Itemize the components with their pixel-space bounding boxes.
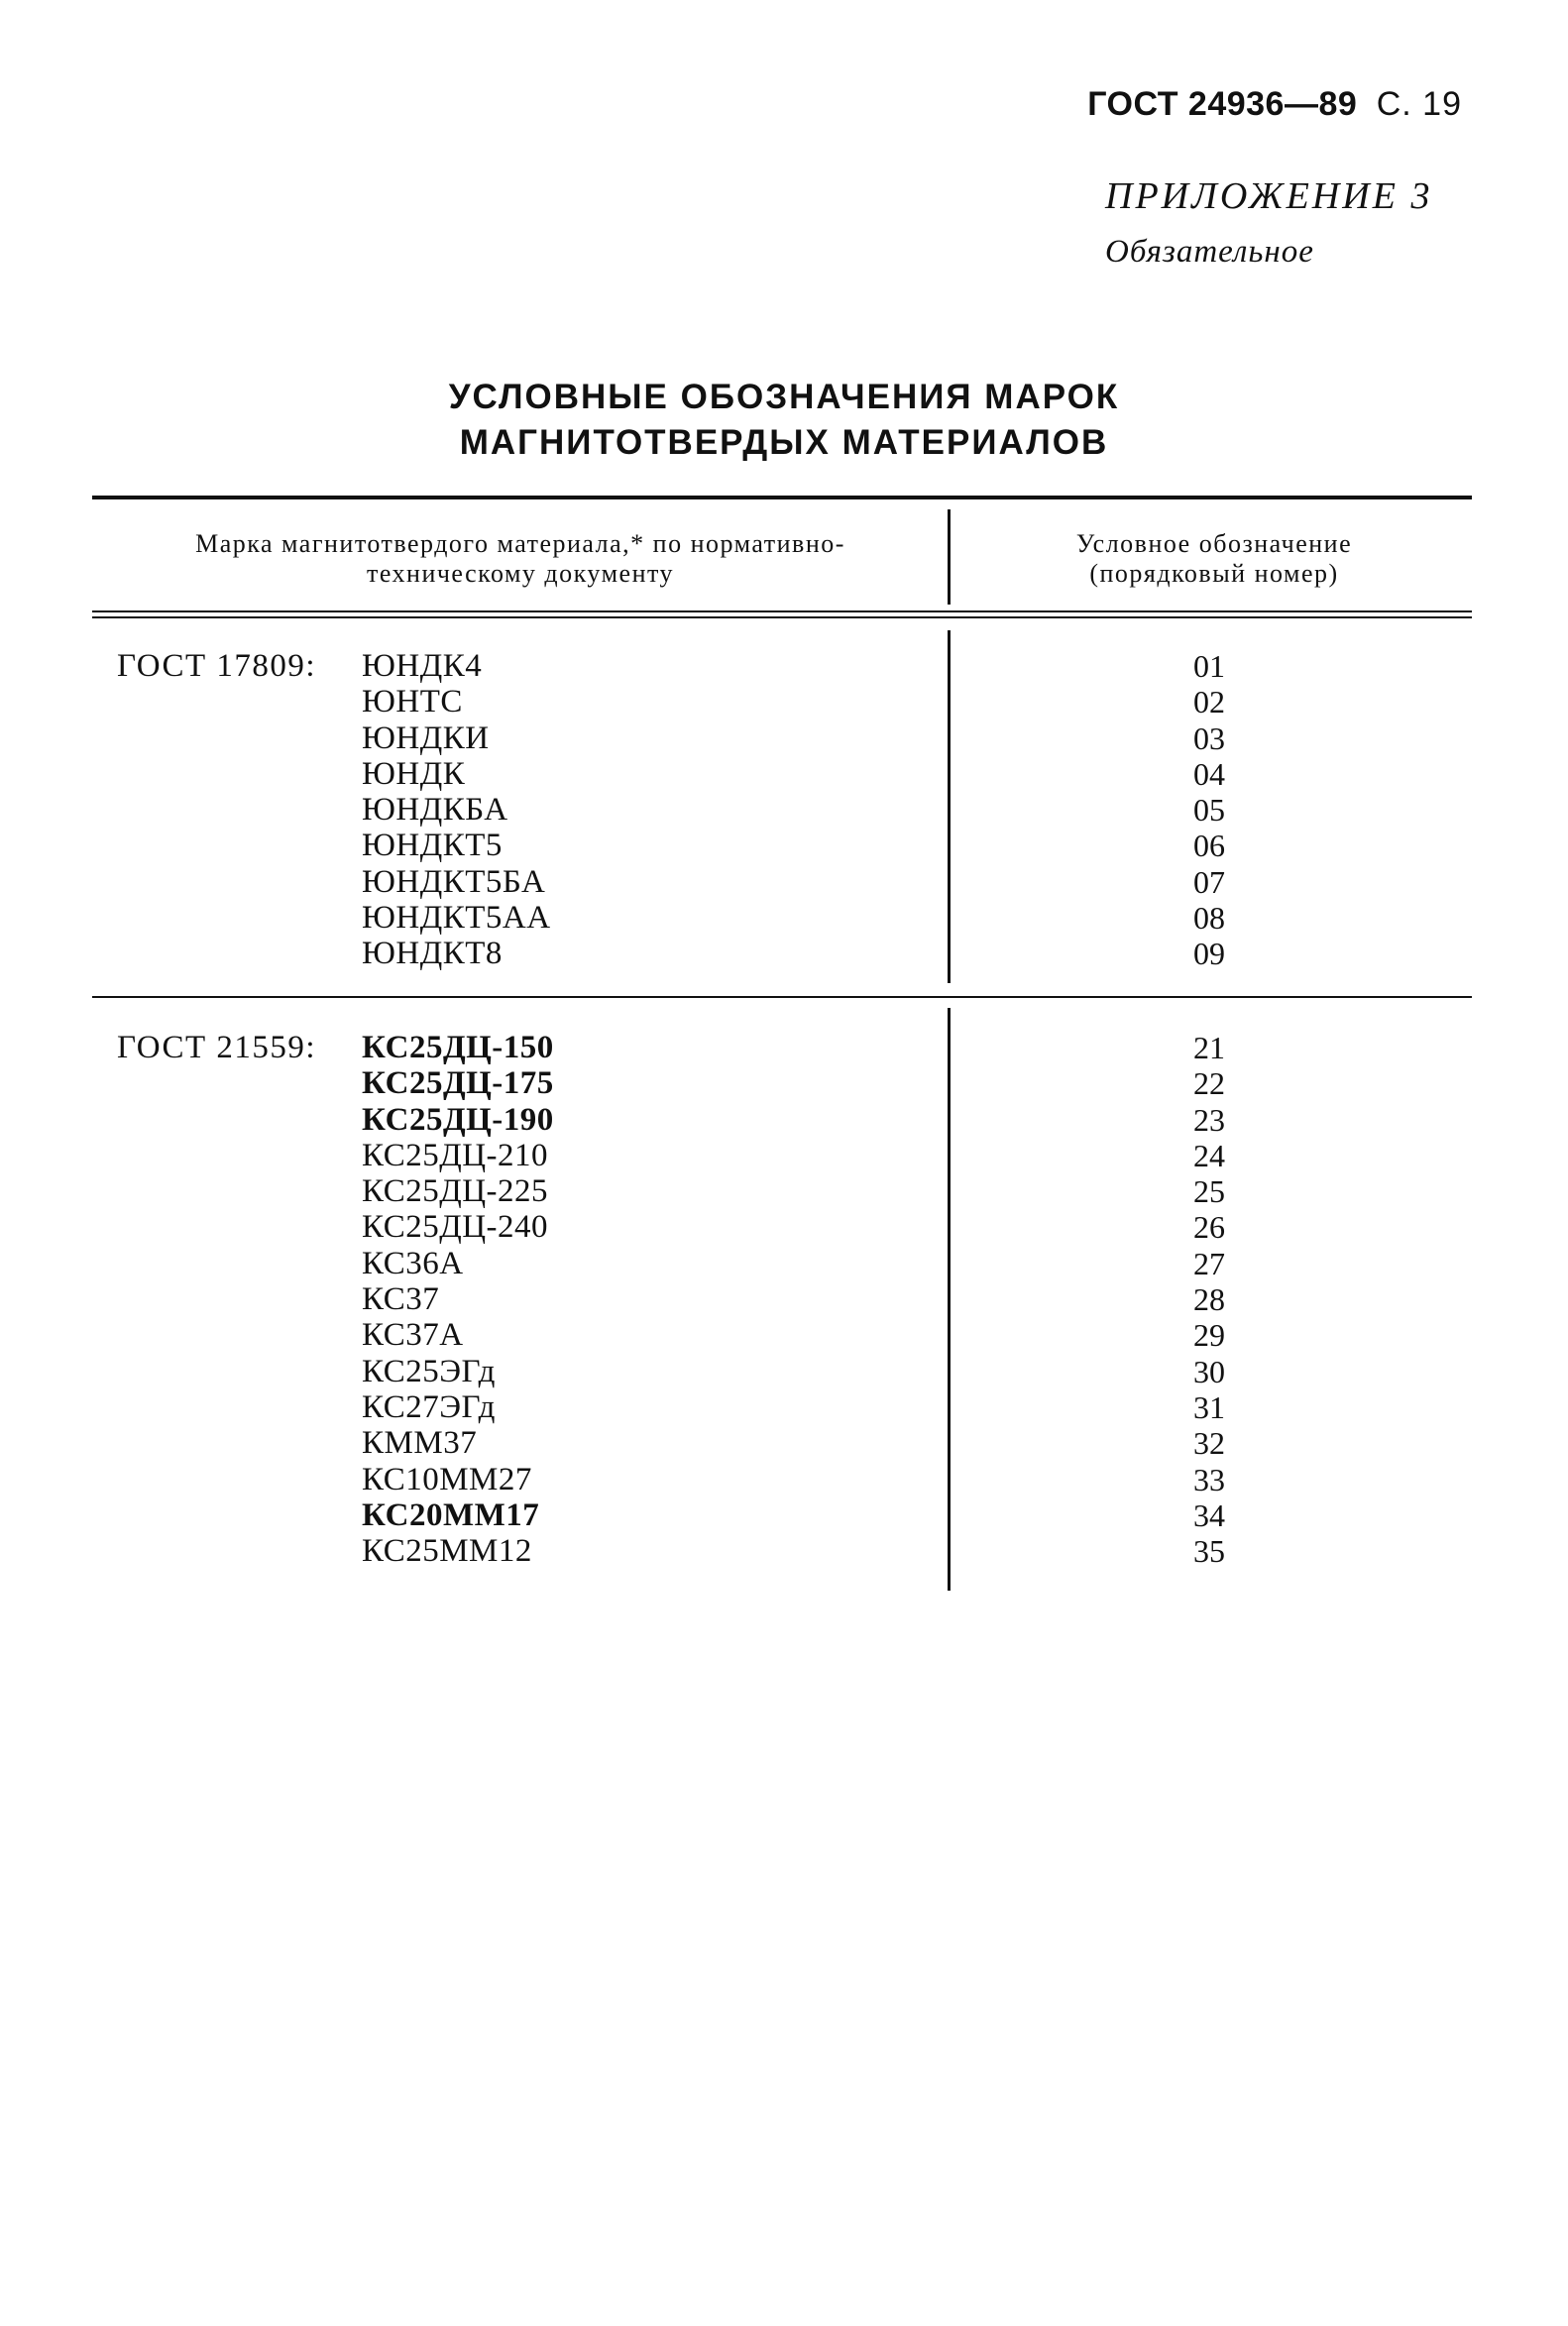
standard-number: ГОСТ 24936—89 — [1087, 85, 1358, 123]
table-row — [0, 900, 1568, 936]
table-row — [0, 1317, 1568, 1353]
material-mark: ЮНДКТ8 — [362, 936, 503, 972]
column-header-line: (порядковый номер) — [1089, 559, 1339, 588]
designation-code: 28 — [1193, 1281, 1225, 1318]
table-row — [0, 1462, 1568, 1497]
column-header-line: Условное обозначение — [1075, 529, 1353, 558]
material-mark: КС25ДЦ-175 — [362, 1065, 554, 1102]
material-mark: КС25ДЦ-210 — [362, 1137, 549, 1173]
table-row — [0, 684, 1568, 720]
material-mark: КС27ЭГд — [362, 1388, 496, 1425]
column-header-material-grade — [99, 529, 942, 589]
document-title-line-1: УСЛОВНЫЕ ОБОЗНАЧЕНИЯ МАРОК — [448, 378, 1120, 416]
material-mark: КС25ММ12 — [362, 1533, 532, 1570]
table-group-gost-17809 — [0, 648, 1568, 972]
designation-code: 32 — [1193, 1425, 1225, 1462]
designation-code: 08 — [1193, 900, 1225, 937]
table-group-gost-21559 — [0, 1030, 1568, 1569]
material-mark: КС37А — [362, 1317, 464, 1354]
table-row — [0, 1138, 1568, 1173]
material-mark: КС20ММ17 — [362, 1496, 540, 1533]
table-row — [0, 1354, 1568, 1389]
material-mark: КС10ММ27 — [362, 1461, 532, 1497]
table-row — [0, 1065, 1568, 1101]
designation-code: 24 — [1193, 1137, 1225, 1173]
designation-code: 02 — [1193, 684, 1225, 720]
group-standard-label: ГОСТ 21559: — [117, 1030, 317, 1065]
table-row — [0, 864, 1568, 900]
designation-code: 30 — [1193, 1353, 1225, 1389]
table-row — [0, 1497, 1568, 1533]
table-header-rule — [92, 610, 1472, 612]
designation-code: 03 — [1193, 720, 1225, 756]
table-row — [0, 1173, 1568, 1209]
designation-code: 29 — [1193, 1317, 1225, 1354]
table-group-separator — [92, 996, 1472, 998]
designation-code: 27 — [1193, 1245, 1225, 1281]
designation-code: 35 — [1193, 1533, 1225, 1570]
designation-code: 09 — [1193, 936, 1225, 972]
table-row — [0, 1246, 1568, 1281]
table-row — [0, 1389, 1568, 1425]
designation-code: 04 — [1193, 755, 1225, 792]
table-row — [0, 756, 1568, 792]
column-header-designation — [966, 529, 1462, 589]
designation-code: 05 — [1193, 792, 1225, 829]
material-mark: КММ37 — [362, 1425, 478, 1462]
appendix-title: ПРИЛОЖЕНИЕ 3 — [1105, 175, 1433, 217]
material-mark: ЮНДКТ5БА — [362, 863, 546, 900]
table-row — [0, 1209, 1568, 1245]
table-column-divider — [948, 509, 951, 605]
page-number: С. 19 — [1376, 85, 1462, 123]
column-header-line: Марка магнитотвердого материала,* по нормативно- — [195, 529, 845, 558]
page-header — [1087, 85, 1462, 124]
designation-code: 07 — [1193, 863, 1225, 900]
material-mark: ЮНДКТ5 — [362, 828, 503, 864]
material-mark: КС37 — [362, 1281, 440, 1318]
table-row — [0, 720, 1568, 756]
designation-code: 01 — [1193, 648, 1225, 684]
designation-code: 33 — [1193, 1461, 1225, 1497]
designation-code: 23 — [1193, 1101, 1225, 1138]
table-top-rule — [92, 496, 1472, 499]
designation-code: 31 — [1193, 1388, 1225, 1425]
material-mark: ЮНДКБА — [362, 792, 508, 829]
designation-code: 22 — [1193, 1065, 1225, 1102]
material-mark: КС25ДЦ-150 — [362, 1030, 554, 1065]
designation-code: 21 — [1193, 1030, 1225, 1065]
table-row — [0, 792, 1568, 828]
material-mark: КС25ЭГд — [362, 1353, 496, 1389]
table-row — [0, 1102, 1568, 1138]
designation-code: 25 — [1193, 1173, 1225, 1210]
material-mark: ЮНДКТ5АА — [362, 900, 551, 937]
column-header-line: техническому документу — [366, 559, 675, 588]
document-title — [0, 375, 1568, 466]
designation-code: 26 — [1193, 1209, 1225, 1246]
designation-code: 34 — [1193, 1496, 1225, 1533]
designation-code: 06 — [1193, 828, 1225, 864]
group-standard-label: ГОСТ 17809: — [117, 648, 317, 684]
material-mark: КС25ДЦ-225 — [362, 1173, 549, 1210]
table-row — [0, 936, 1568, 971]
appendix-status: Обязательное — [1105, 234, 1314, 270]
table-header-rule-double — [92, 616, 1472, 618]
material-mark: КС25ДЦ-190 — [362, 1101, 554, 1138]
material-mark: ЮНДК — [362, 755, 466, 792]
material-mark: КС36А — [362, 1245, 464, 1281]
document-title-line-2: МАГНИТОТВЕРДЫХ МАТЕРИАЛОВ — [459, 423, 1109, 462]
material-mark: ЮНДК4 — [362, 648, 483, 684]
material-mark: КС25ДЦ-240 — [362, 1209, 549, 1246]
table-row — [0, 1425, 1568, 1461]
material-mark: ЮНТС — [362, 684, 463, 720]
material-mark: ЮНДКИ — [362, 720, 490, 756]
table-row — [0, 1030, 1568, 1065]
table-row — [0, 648, 1568, 684]
table-row — [0, 1533, 1568, 1569]
table-row — [0, 828, 1568, 863]
table-row — [0, 1281, 1568, 1317]
